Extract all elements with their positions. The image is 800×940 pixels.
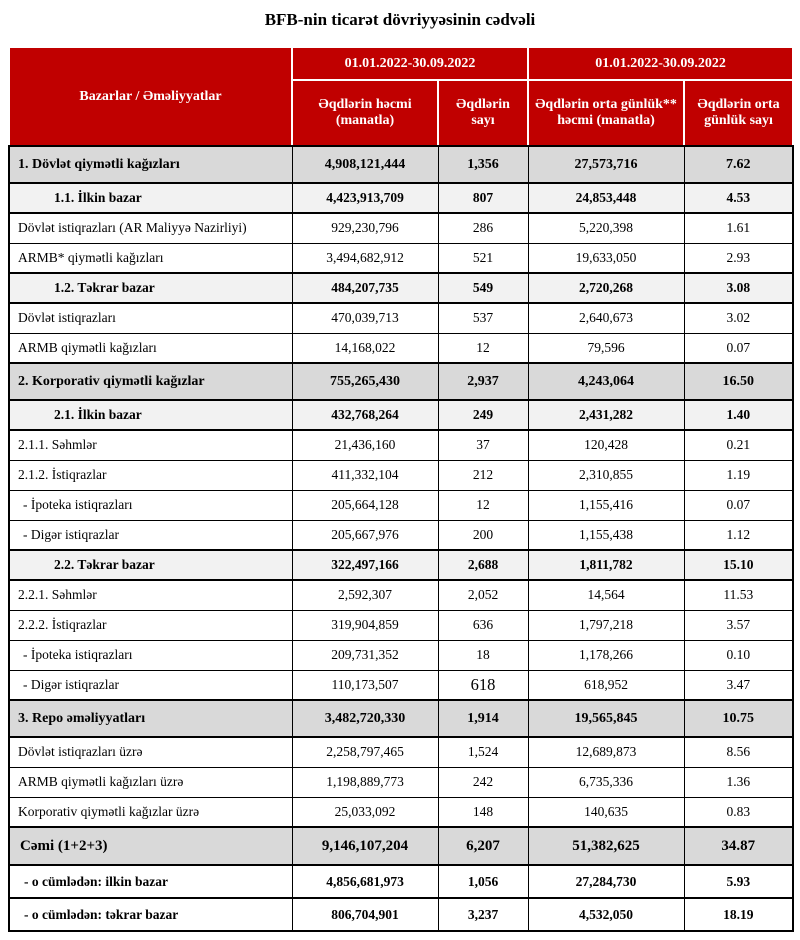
row-value: 0.83 [684,797,793,827]
row-value: 212 [438,460,528,490]
row-label: 2.2.2. İstiqrazlar [9,610,292,640]
row-value: 3.02 [684,303,793,333]
row-value: 11.53 [684,580,793,610]
row-label: - o cümlədən: ilkin bazar [9,865,292,898]
row-value: 0.07 [684,490,793,520]
row-value: 27,284,730 [528,865,684,898]
row-label: 1.1. İlkin bazar [9,183,292,213]
row-value: 3,494,682,912 [292,243,438,273]
row-value: 242 [438,767,528,797]
row-value: 618 [438,670,528,700]
row-value: 9,146,107,204 [292,827,438,865]
row-value: 24,853,448 [528,183,684,213]
row-value: 19,633,050 [528,243,684,273]
row-value: 1.12 [684,520,793,550]
row-label: 3. Repo əməliyyatları [9,700,292,737]
row-value: 1.36 [684,767,793,797]
row-value: 3.08 [684,273,793,303]
row-value: 2,431,282 [528,400,684,430]
header-avg-daily-count: Əqdlərin orta günlük sayı [684,80,793,146]
table-row [9,213,793,243]
row-value: 51,382,625 [528,827,684,865]
row-value: 5.93 [684,865,793,898]
table-row [9,580,793,610]
row-value: 2,688 [438,550,528,580]
header-avg-daily-volume: Əqdlərin orta günlük** həcmi (manatla) [528,80,684,146]
row-value: 110,173,507 [292,670,438,700]
row-value: 286 [438,213,528,243]
row-label: Korporativ qiymətli kağızlar üzrə [9,797,292,827]
row-value: 140,635 [528,797,684,827]
table-row [9,737,793,767]
row-value: 929,230,796 [292,213,438,243]
row-label: ARMB qiymətli kağızları üzrə [9,767,292,797]
row-value: 806,704,901 [292,898,438,931]
table-row [9,865,793,898]
row-value: 1.19 [684,460,793,490]
row-value: 4,856,681,973 [292,865,438,898]
row-value: 27,573,716 [528,146,684,183]
row-label: - İpoteka istiqrazları [9,640,292,670]
row-value: 0.21 [684,430,793,460]
row-value: 0.10 [684,640,793,670]
row-value: 2,720,268 [528,273,684,303]
table-row [9,640,793,670]
row-value: 319,904,859 [292,610,438,640]
table-row [9,797,793,827]
row-value: 6,207 [438,827,528,865]
header-deal-volume: Əqdlərin həcmi (manatla) [292,80,438,146]
table-row [9,430,793,460]
table-row [9,898,793,931]
row-value: 10.75 [684,700,793,737]
table-row [9,670,793,700]
row-value: 15.10 [684,550,793,580]
row-value: 1,198,889,773 [292,767,438,797]
row-value: 0.07 [684,333,793,363]
row-value: 34.87 [684,827,793,865]
row-value: 2,052 [438,580,528,610]
row-value: 636 [438,610,528,640]
row-label: Cəmi (1+2+3) [9,827,292,865]
row-value: 37 [438,430,528,460]
row-label: - o cümlədən: təkrar bazar [9,898,292,931]
table-row [9,146,793,183]
row-label: 2.2. Təkrar bazar [9,550,292,580]
row-value: 618,952 [528,670,684,700]
row-value: 411,332,104 [292,460,438,490]
row-value: 14,564 [528,580,684,610]
row-value: 12 [438,333,528,363]
row-value: 1,155,438 [528,520,684,550]
row-value: 322,497,166 [292,550,438,580]
row-value: 521 [438,243,528,273]
row-value: 2.93 [684,243,793,273]
row-label: - Digər istiqrazlar [9,670,292,700]
row-value: 16.50 [684,363,793,400]
row-value: 4,908,121,444 [292,146,438,183]
row-value: 537 [438,303,528,333]
table-row [9,183,793,213]
table-row [9,363,793,400]
header-deal-count: Əqdlərin sayı [438,80,528,146]
row-value: 3.47 [684,670,793,700]
page-title: BFB-nin ticarət dövriyyəsinin cədvəli [264,10,536,29]
row-value: 1.61 [684,213,793,243]
row-label: 1. Dövlət qiymətli kağızları [9,146,292,183]
row-value: 7.62 [684,146,793,183]
row-value: 25,033,092 [292,797,438,827]
row-value: 1,524 [438,737,528,767]
row-label: Dövlət istiqrazları üzrə [9,737,292,767]
row-label: Dövlət istiqrazları [9,303,292,333]
row-value: 249 [438,400,528,430]
row-value: 432,768,264 [292,400,438,430]
row-value: 79,596 [528,333,684,363]
row-value: 1,797,218 [528,610,684,640]
row-value: 8.56 [684,737,793,767]
table-row [9,460,793,490]
row-value: 148 [438,797,528,827]
row-value: 12 [438,490,528,520]
row-label: 2. Korporativ qiymətli kağızlar [9,363,292,400]
row-label: 1.2. Təkrar bazar [9,273,292,303]
row-value: 3,237 [438,898,528,931]
row-value: 21,436,160 [292,430,438,460]
row-value: 2,640,673 [528,303,684,333]
table-row [9,400,793,430]
row-value: 3,482,720,330 [292,700,438,737]
row-label: 2.2.1. Səhmlər [9,580,292,610]
turnover-table [8,46,794,932]
row-value: 3.57 [684,610,793,640]
header-row-periods [9,47,793,80]
row-value: 205,667,976 [292,520,438,550]
table-row [9,610,793,640]
row-value: 1,914 [438,700,528,737]
row-value: 549 [438,273,528,303]
row-value: 1,178,266 [528,640,684,670]
row-value: 209,731,352 [292,640,438,670]
row-value: 4,532,050 [528,898,684,931]
row-value: 120,428 [528,430,684,460]
row-value: 12,689,873 [528,737,684,767]
table-row [9,520,793,550]
row-value: 755,265,430 [292,363,438,400]
table-row [9,333,793,363]
row-value: 19,565,845 [528,700,684,737]
table-row [9,273,793,303]
row-value: 4,423,913,709 [292,183,438,213]
table-row [9,700,793,737]
row-label: 2.1.1. Səhmlər [9,430,292,460]
row-value: 6,735,336 [528,767,684,797]
row-label: - Digər istiqrazlar [9,520,292,550]
row-label: ARMB qiymətli kağızları [9,333,292,363]
row-label: Dövlət istiqrazları (AR Maliyyə Nazirliyi) [9,213,292,243]
row-value: 1.40 [684,400,793,430]
row-label: 2.1. İlkin bazar [9,400,292,430]
table-header [9,47,793,146]
row-value: 1,056 [438,865,528,898]
row-value: 1,811,782 [528,550,684,580]
header-period-2: 01.01.2022-30.09.2022 [528,47,793,80]
row-value: 1,356 [438,146,528,183]
row-value: 4,243,064 [528,363,684,400]
row-value: 2,310,855 [528,460,684,490]
row-value: 2,937 [438,363,528,400]
row-value: 18 [438,640,528,670]
header-markets-operations: Bazarlar / Əməliyyatlar [9,47,292,146]
table-row [9,827,793,865]
table-row [9,490,793,520]
row-value: 5,220,398 [528,213,684,243]
row-value: 1,155,416 [528,490,684,520]
row-value: 484,207,735 [292,273,438,303]
table-body [9,146,793,931]
row-label: 2.1.2. İstiqrazlar [9,460,292,490]
row-value: 14,168,022 [292,333,438,363]
table-row [9,550,793,580]
row-label: - İpoteka istiqrazları [9,490,292,520]
table-row [9,243,793,273]
row-value: 4.53 [684,183,793,213]
header-period-1: 01.01.2022-30.09.2022 [292,47,528,80]
row-label: ARMB* qiymətli kağızları [9,243,292,273]
row-value: 807 [438,183,528,213]
table-row [9,767,793,797]
row-value: 470,039,713 [292,303,438,333]
row-value: 18.19 [684,898,793,931]
row-value: 205,664,128 [292,490,438,520]
table-row [9,303,793,333]
row-value: 2,592,307 [292,580,438,610]
row-value: 200 [438,520,528,550]
row-value: 2,258,797,465 [292,737,438,767]
